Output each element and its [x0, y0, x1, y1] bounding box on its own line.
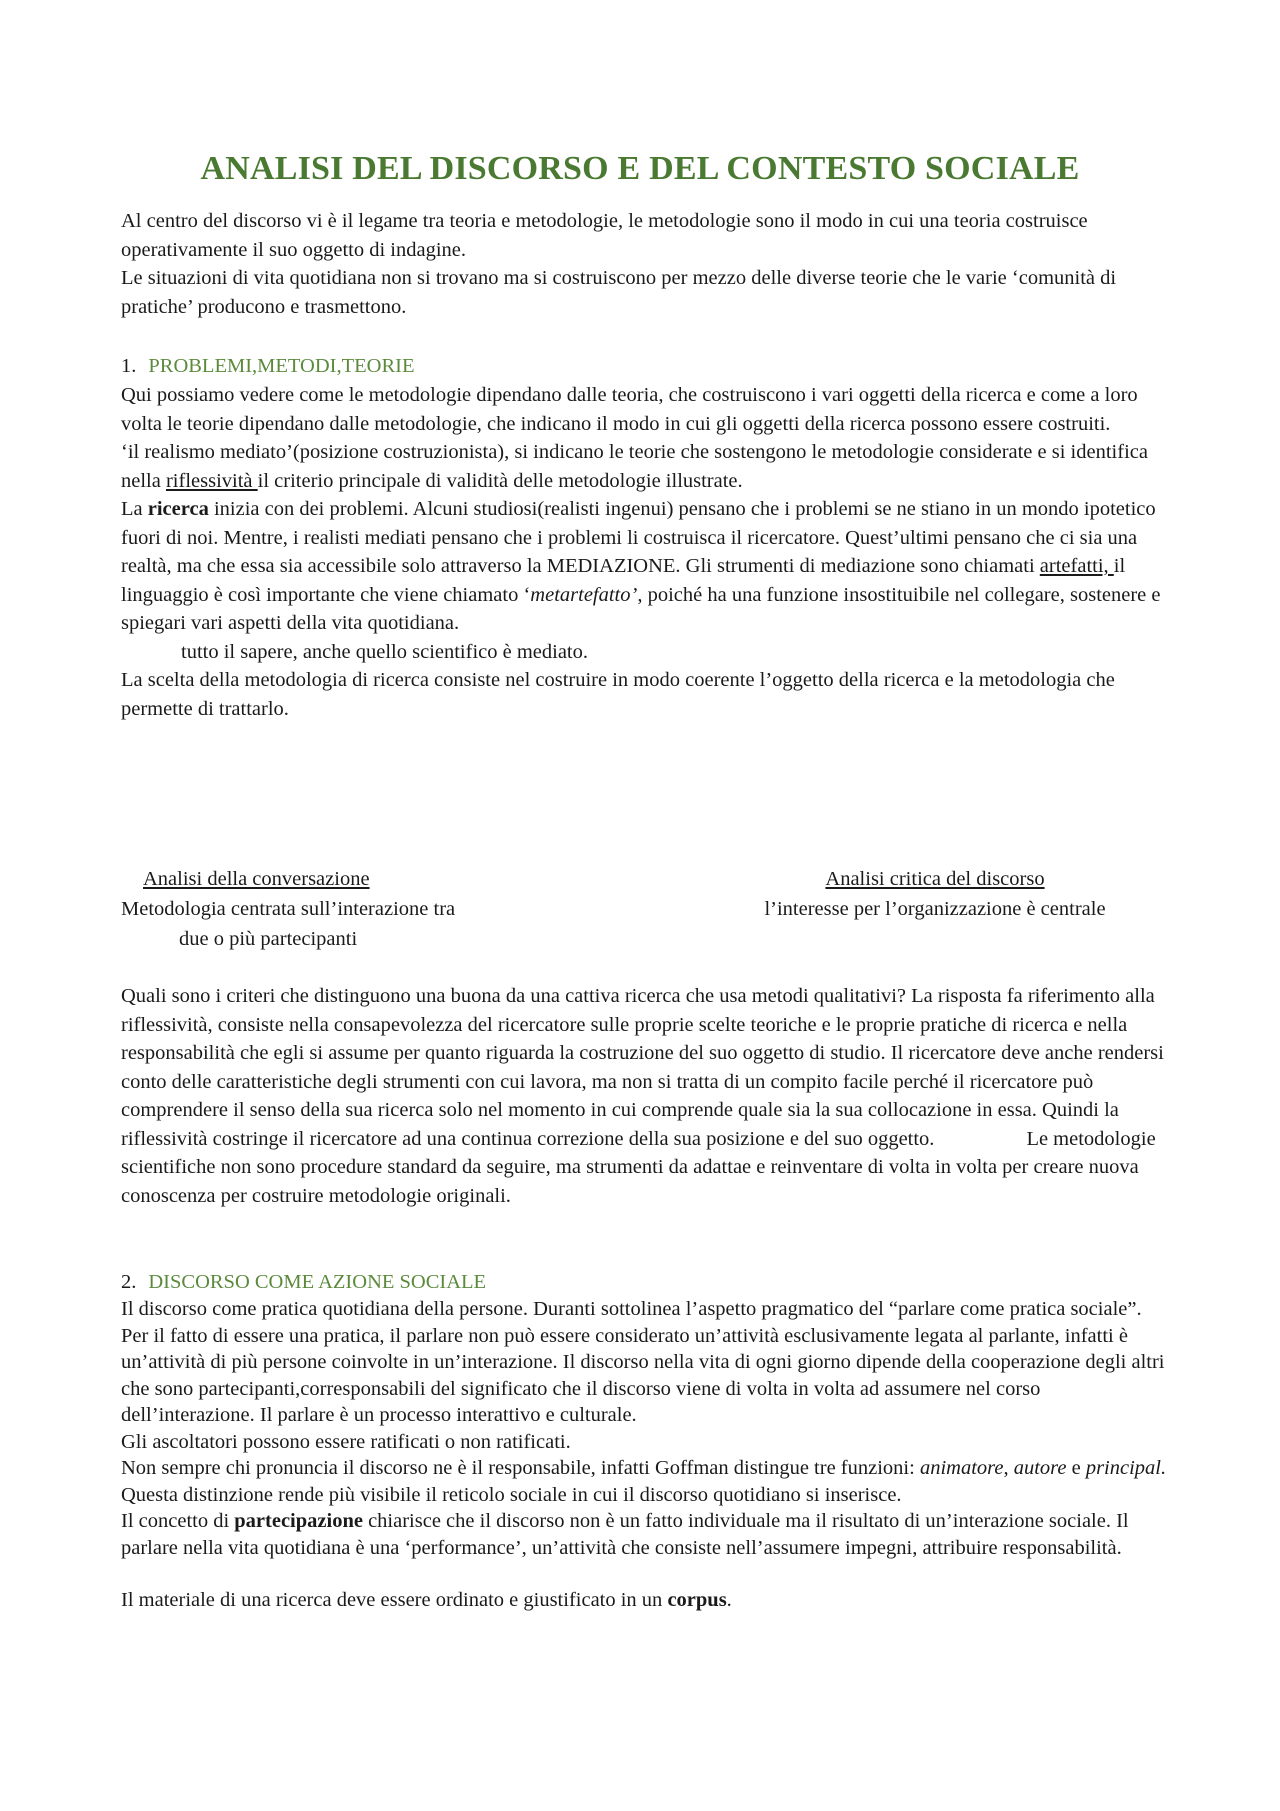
text-run: inizia con dei problemi. Alcuni studiosi(realisti ingenui) pensano che i problemi se ne stiano in un mondo ipotetico fuori di noi. Mentre, i realisti mediati pensano che i problemi li costruisca il ricercatore. Quest’ultimi pensano che ci sia una realtà, ma che essa sia accessibile solo attraverso la MEDIAZIONE. Gli strumenti di mediazione sono chiamati — [121, 498, 1156, 577]
text-run: , poiché ha una funzione insostituibile nel collegare, sostenere e spiegari vari aspetti della vita quotidiana. — [121, 583, 1161, 634]
section-2-title: DISCORSO COME AZIONE SOCIALE — [148, 1271, 487, 1293]
italic-term-metartefatto: metartefatto’ — [530, 583, 638, 606]
section-2-paragraph-2: Gli ascoltatori possono essere ratificati o non ratificati. — [121, 1430, 571, 1453]
text-run: il criterio principale di validità delle metodologie illustrate. — [257, 469, 743, 492]
section-2-heading — [121, 1268, 486, 1297]
column-right-line-1: l’interesse per l’organizzazione è centrale — [764, 898, 1106, 920]
section-1-paragraph-5: La scelta della metodologia di ricerca consiste nel costruire in modo coerente l’oggetto della ricerca e la metodologia che permette di trattarlo. — [121, 669, 1115, 720]
italic-term-principal: principal. — [1085, 1457, 1167, 1479]
text-run: Il concetto di — [121, 1510, 235, 1532]
text-run: . — [726, 1589, 732, 1611]
italic-term-autore: autore — [1013, 1457, 1067, 1479]
section-1-paragraph-4: tutto il sapere, anche quello scientifico è mediato. — [181, 640, 589, 663]
bold-term-corpus: corpus — [667, 1589, 727, 1611]
column-right — [700, 864, 1170, 924]
section-2-paragraph-1: Il discorso come pratica quotidiana della persone. Duranti sottolinea l’aspetto pragmatico del “parlare come pratica sociale”. Per il fatto di essere una pratica, il parlare non può essere considerato un’attività esclusivamente legata al parlante, infatti è un’attività di più persone coinvolte in un’interazione. Il discorso nella vita di ogni giorno dipende della cooperazione degli altri che sono partecipanti,corresponsabili del significato che il discorso viene di volta in volta ad assumere nel corso dell’interazione. Il parlare è un processo interattivo e culturale. — [121, 1298, 1165, 1426]
text-run: ‘il realismo mediato’(posizione costruzionista), si indicano le teorie che sostengono le metodologie considerate e si identifica nella — [121, 441, 1148, 492]
criteria-paragraph — [121, 982, 1171, 1210]
section-2-body — [121, 1296, 1171, 1614]
section-1-paragraph-2 — [121, 438, 1171, 495]
text-run: Non sempre chi pronuncia il discorso ne è il responsabile, infatti Goffman distingue tre funzioni: — [121, 1457, 920, 1479]
section-2-number: 2. — [121, 1271, 137, 1293]
intro-paragraph-2: Le situazioni di vita quotidiana non si trovano ma si costruiscono per mezzo delle diverse teorie che le varie ‘comunità di pratiche’ producono e trasmettono. — [121, 267, 1117, 318]
page-title: ANALISI DEL DISCORSO E DEL CONTESTO SOCIALE — [200, 150, 1080, 187]
underlined-term-riflessivita: riflessività — [165, 469, 258, 492]
section-1-heading — [121, 352, 415, 381]
intro-paragraph-1: Al centro del discorso vi è il legame tra teoria e metodologie, le metodologie sono il modo in cui una teoria costruisce operativamente il suo oggetto di indagine. — [121, 210, 1088, 261]
section-1-paragraph-3 — [121, 495, 1171, 638]
column-left-line-2: due o più partecipanti — [179, 928, 358, 950]
section-2-paragraph-3 — [121, 1455, 1171, 1508]
column-left-line-1: Metodologia centrata sull’interazione tra — [121, 898, 456, 920]
text-run: chiarisce che il discorso non è un fatto individuale ma il risultato di un’interazione sociale. Il parlare nella vita quotidiana è una ‘performance’, un’attività che consiste nell’assumere impegni, attribuire responsabilità. — [121, 1510, 1129, 1559]
text-run: Le metodologie scientifiche non sono procedure standard da seguire, ma strumenti da adattae e reinventare di volta in volta per creare nuova conoscenza per costruire metodologie originali. — [121, 1127, 1156, 1207]
text-run: il linguaggio è così importante che viene chiamato ‘ — [121, 555, 1126, 606]
section-1-title: PROBLEMI,METODI,TEORIE — [148, 355, 415, 377]
intro — [121, 207, 1171, 321]
criteria-section — [121, 982, 1171, 1210]
text-run: Questa distinzione rende più visibile il reticolo sociale in cui il discorso quotidiano si inserisce. — [121, 1483, 902, 1506]
italic-term-animatore: animatore — [919, 1457, 1004, 1479]
text-run: e — [1066, 1457, 1086, 1479]
section-1-body — [121, 381, 1171, 723]
section-1-paragraph-1: Qui possiamo vedere come le metodologie dipendano dalle teoria, che costruiscono i vari oggetti della ricerca e come a loro volta le teorie dipendano dalle metodologie, che indicano il modo in cui gli oggetti della ricerca possono essere costruiti. — [121, 384, 1138, 435]
column-left — [121, 864, 541, 954]
bold-term-ricerca: ricerca — [147, 498, 209, 520]
bold-term-partecipazione: partecipazione — [234, 1510, 363, 1532]
text-run: La — [121, 498, 148, 520]
section-2-paragraph-4 — [121, 1508, 1171, 1561]
text-run: , — [1003, 1457, 1014, 1479]
column-right-title: Analisi critica del discorso — [825, 868, 1045, 890]
section-2-paragraph-5 — [121, 1587, 1171, 1614]
underlined-term-artefatti: artefatti, — [1039, 555, 1114, 577]
text-run: Quali sono i criteri che distinguono una buona da una cattiva ricerca che usa metodi qualitativi? La risposta fa riferimento alla riflessività, consiste nella consapevolezza del ricercatore sulle proprie scelte teoriche e le proprie pratiche di ricerca e nella responsabilità che egli si assume per quanto riguarda la costruzione del suo oggetto di studio. Il ricercatore deve anche rendersi conto delle caratteristiche degli strumenti con cui lavora, ma non si tratta di un compito facile perché il ricercatore può comprendere il senso della sua ricerca solo nel momento in cui comprende quale sia la sua collocazione in essa. Quindi la riflessività costringe il ricercatore ad una continua correzione della sua posizione e del suo oggetto. — [121, 985, 1164, 1150]
text-run: Il materiale di una ricerca deve essere ordinato e giustificato in un — [121, 1589, 668, 1611]
column-left-title: Analisi della conversazione — [143, 868, 370, 890]
section-1-number: 1. — [121, 355, 137, 377]
